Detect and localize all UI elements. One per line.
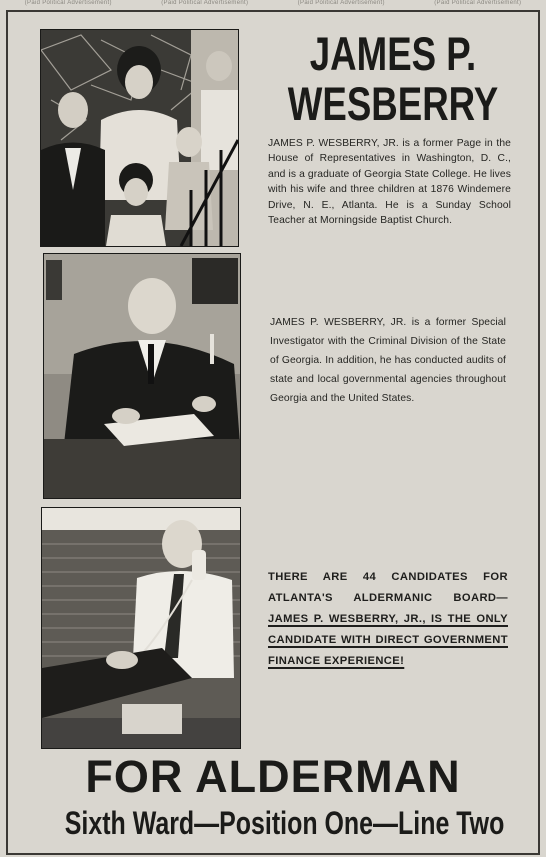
- ward-position-line: Sixth Ward—Position One—Line Two: [64, 805, 505, 841]
- claim-part-plain: THERE ARE 44 CANDIDATES FOR ATLANTA'S ALDERMANIC BOARD—: [268, 571, 508, 604]
- masthead-strip: [0, 0, 546, 8]
- strip-item: (Paid Political Advertisement): [161, 0, 249, 6]
- candidate-name-line1: JAMES P.: [309, 27, 477, 80]
- claim-part-underlined: JAMES P. WESBERRY, JR., IS THE ONLY CANDIDATE WITH DIRECT GOVERNMENT FINANCE EXPERIENCE!: [268, 613, 508, 667]
- desk-photo-art: [44, 254, 240, 498]
- family-photo: [40, 29, 239, 247]
- bio-paragraph: JAMES P. WESBERRY, JR. is a former Page in the House of Representatives in Washington, D. C., and is a graduate of Georgia State College. He lives with his wife and three children at 1876 Windemere Drive, N. E., Atlanta. He is a Sunday School Teacher at Morningside Baptist Church.: [268, 138, 511, 227]
- family-photo-art: [41, 30, 238, 246]
- phone-photo-art: [42, 508, 240, 748]
- claim-statement: [268, 567, 508, 672]
- desk-photo: [43, 253, 241, 499]
- office-heading: FOR ALDERMAN: [85, 751, 461, 802]
- strip-item: (Paid Political Advertisement): [434, 0, 522, 6]
- candidate-name-line2: WESBERRY: [287, 77, 499, 130]
- strip-item: (Paid Political Advertisement): [297, 0, 385, 6]
- strip-item: (Paid Political Advertisement): [24, 0, 112, 6]
- phone-photo: [41, 507, 241, 749]
- experience-paragraph: JAMES P. WESBERRY, JR. is a former Special Investigator with the Criminal Division of the State of Georgia. In addition, he has conducted audits of state and local governmental agencies throughout Georgia and the United States.: [270, 317, 506, 404]
